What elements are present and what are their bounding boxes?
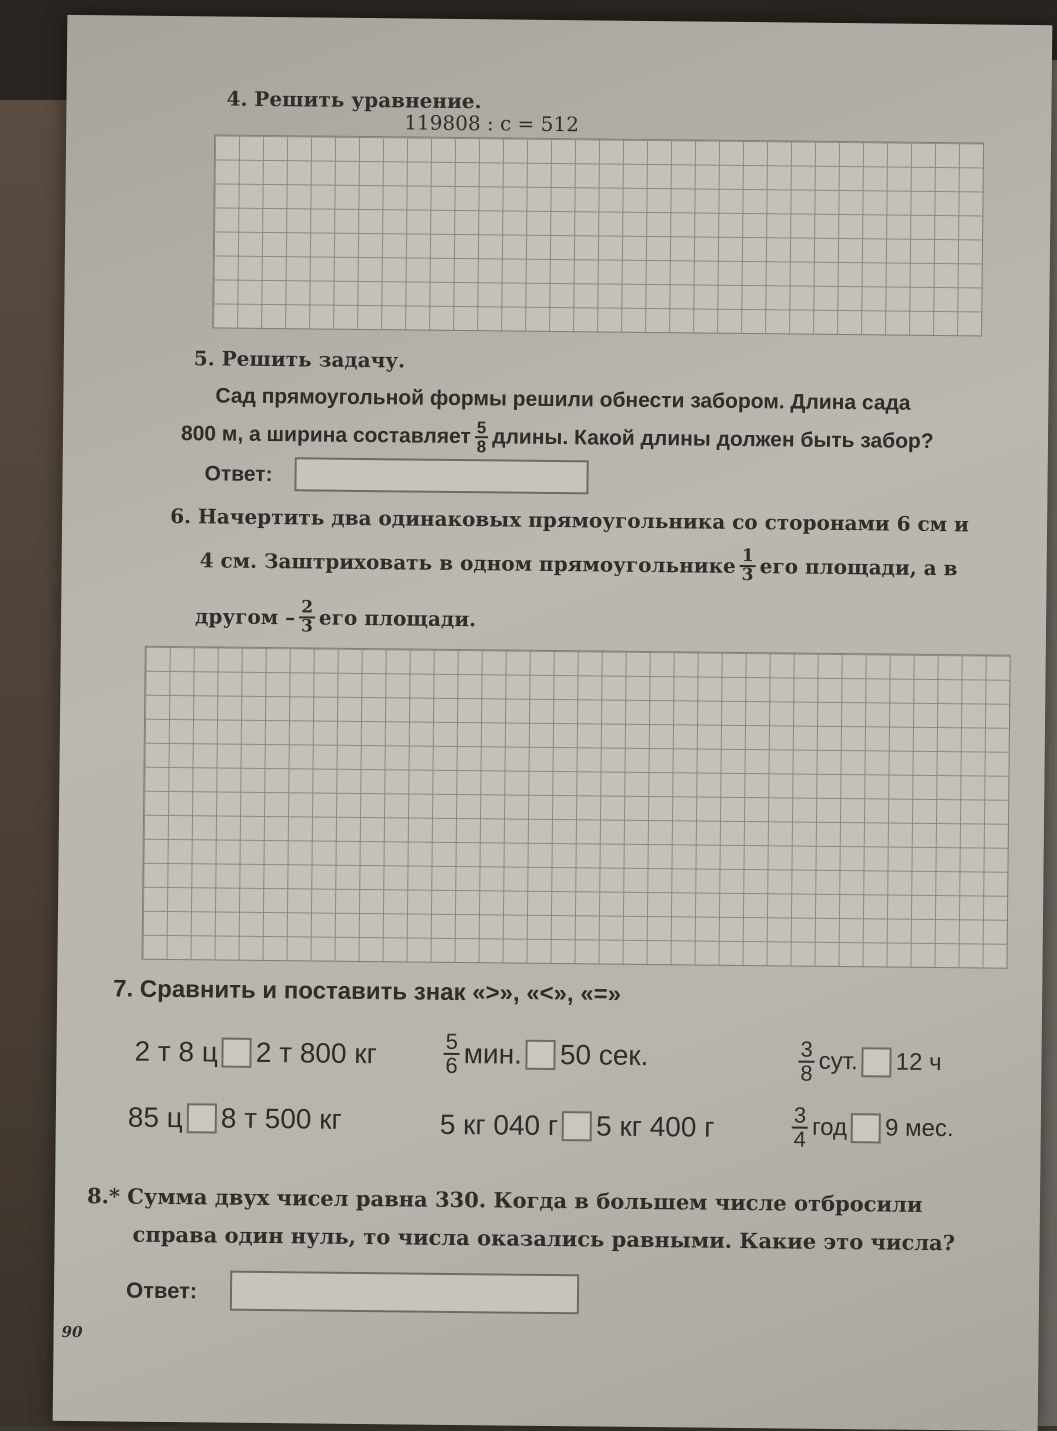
- task8-answer-label: Ответ:: [125, 1277, 198, 1304]
- task6-line2-start: 4 см. Заштриховать в одном прямоугольнике: [199, 548, 736, 578]
- compare-6-den: 4: [793, 1126, 807, 1152]
- task6-line2: [199, 542, 957, 586]
- compare-2-num: 5: [444, 1031, 461, 1055]
- task7-title: 7. Сравнить и поставить знак «>», «<», «=»: [113, 975, 622, 1008]
- task5-line1: Сад прямоугольной формы решили обнести забором. Длина сада: [215, 384, 911, 415]
- task6-fraction-2: [299, 599, 315, 635]
- compare-item-4: [128, 1102, 342, 1136]
- compare-3-unit: сут.: [818, 1047, 858, 1076]
- task8-line2: справа один нуль, то числа оказались равными. Какие это числа?: [132, 1221, 956, 1256]
- compare-1-sign-box[interactable]: [222, 1038, 252, 1068]
- task8-answer-box[interactable]: [230, 1271, 579, 1315]
- task6-grid[interactable]: [141, 646, 1010, 969]
- compare-5-sign-box[interactable]: [562, 1111, 592, 1141]
- task5-answer-box[interactable]: [294, 457, 588, 494]
- compare-1-right: 2 т 800 кг: [255, 1036, 377, 1070]
- compare-4-right: 8 т 500 кг: [220, 1102, 342, 1135]
- task6-line2-end: его площади, а в: [759, 554, 958, 581]
- compare-6-right: 9 мес.: [884, 1114, 954, 1143]
- task4-equation: 119808 : с = 512: [404, 110, 580, 137]
- compare-6-sign-box[interactable]: [851, 1113, 881, 1143]
- task5-answer-label: Ответ:: [204, 462, 273, 487]
- task6-line3-end: его площади.: [318, 605, 477, 632]
- compare-item-5: [440, 1109, 715, 1144]
- compare-1-left: 2 т 8 ц: [134, 1035, 219, 1068]
- task6-frac2-num: 2: [299, 599, 315, 618]
- task6-frac1-den: 3: [741, 564, 754, 586]
- task4-grid[interactable]: [212, 134, 984, 336]
- compare-item-1: [134, 1036, 377, 1071]
- compare-3-den: 8: [800, 1060, 813, 1086]
- task6-frac1-num: 1: [740, 548, 756, 567]
- compare-2-fraction: [443, 1028, 460, 1079]
- task5-frac-den: 8: [476, 437, 487, 457]
- task6-line3: [195, 598, 476, 637]
- task6-line1: 6. Начертить два одинаковых прямоугольника со сторонами 6 см и: [170, 503, 970, 537]
- task6-frac2-den: 3: [300, 616, 314, 637]
- compare-6-fraction: [792, 1102, 809, 1152]
- compare-2-unit: мин.: [463, 1038, 523, 1070]
- task5-line2: [181, 416, 934, 460]
- task8-line1: 8.* Сумма двух чисел равна 330. Когда в большем числе отбросили: [86, 1183, 923, 1217]
- compare-5-left: 5 кг 040 г: [439, 1108, 559, 1142]
- compare-3-num: 3: [798, 1039, 815, 1063]
- compare-item-2: [439, 1028, 649, 1079]
- compare-4-sign-box[interactable]: [187, 1103, 217, 1133]
- compare-3-fraction: [798, 1036, 815, 1086]
- task6-line3-start: другом –: [194, 604, 296, 630]
- compare-2-den: 6: [445, 1052, 458, 1079]
- compare-item-3: [794, 1036, 942, 1087]
- task4-title: 4. Решить уравнение.: [226, 86, 482, 114]
- task5-title: 5. Решить задачу.: [193, 346, 406, 373]
- compare-6-num: 3: [792, 1105, 809, 1129]
- compare-item-6: [788, 1104, 954, 1152]
- compare-2-right: 50 сек.: [559, 1039, 649, 1072]
- task5-line2-start: 800 м, а ширина составляет: [180, 422, 471, 449]
- compare-3-right: 12 ч: [895, 1048, 942, 1077]
- workbook-page: [53, 15, 1053, 1431]
- compare-2-sign-box[interactable]: [526, 1040, 556, 1070]
- compare-6-unit: год: [811, 1113, 848, 1142]
- compare-5-right: 5 кг 400 г: [595, 1110, 715, 1143]
- task5-frac-num: 5: [475, 419, 489, 438]
- compare-3-sign-box[interactable]: [862, 1047, 892, 1077]
- compare-4-left: 85 ц: [127, 1101, 183, 1134]
- task6-fraction-1: [740, 545, 756, 586]
- page-number: 90: [61, 1322, 83, 1342]
- task5-line2-end: длины. Какой длины должен быть забор?: [492, 425, 934, 453]
- task5-fraction: [475, 419, 489, 455]
